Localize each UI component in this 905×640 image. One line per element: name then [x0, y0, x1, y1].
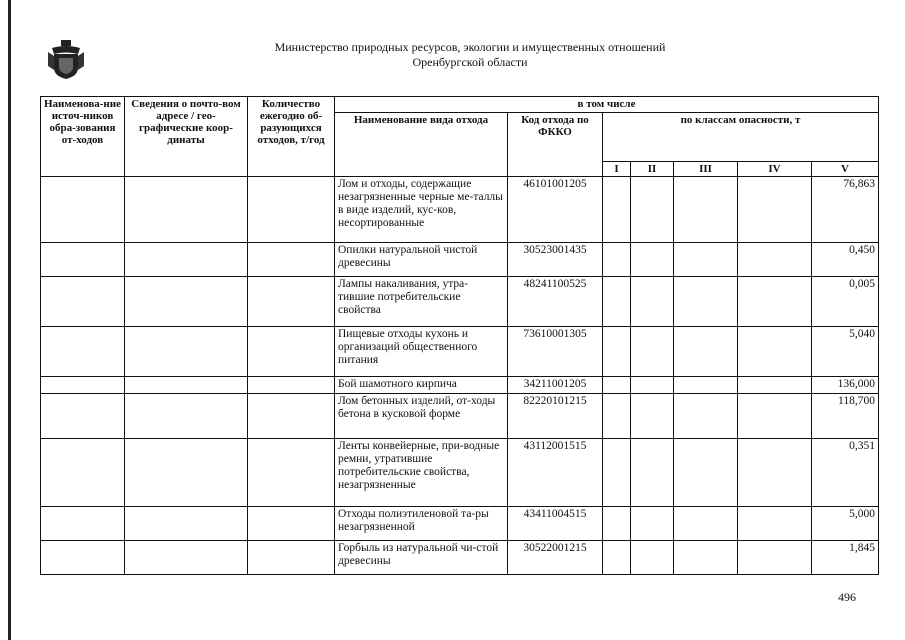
- col-fkko-code-header: Код отхода по ФККО: [508, 113, 603, 177]
- class-v-value: 0,005: [812, 277, 879, 327]
- table-row: [41, 394, 879, 439]
- table-row: [41, 327, 879, 377]
- class-v-value: 136,000: [812, 377, 879, 394]
- table-row: [41, 507, 879, 541]
- waste-name-cell: Отходы полиэтиленовой та-ры незагрязненной: [335, 507, 508, 541]
- col-including-header: в том числе: [335, 97, 879, 113]
- waste-name-cell: Бой шамотного кирпича: [335, 377, 508, 394]
- page-number: 496: [838, 590, 856, 604]
- fkko-code-cell: 30522001215: [508, 541, 603, 575]
- document-header: [190, 40, 750, 70]
- fkko-code-cell: 30523001435: [508, 243, 603, 277]
- class-v-value: 118,700: [812, 394, 879, 439]
- waste-name-cell: Ленты конвейерные, при-водные ремни, утратившие потребительские свойства, незагрязненные: [335, 439, 508, 507]
- fkko-code-cell: 82220101215: [508, 394, 603, 439]
- col-class-header: V: [812, 162, 879, 177]
- fkko-code-cell: 48241100525: [508, 277, 603, 327]
- col-by-class-header: по классам опасности, т: [603, 113, 879, 162]
- table-row: [41, 277, 879, 327]
- waste-name-cell: Пищевые отходы кухонь и организаций общественного питания: [335, 327, 508, 377]
- col-source-header: Наименова-ние источ-ников обра-зования от-ходов: [41, 97, 125, 177]
- fkko-code-cell: 43112001515: [508, 439, 603, 507]
- waste-name-cell: Лом бетонных изделий, от-ходы бетона в кусковой форме: [335, 394, 508, 439]
- coat-of-arms-icon: [48, 40, 84, 80]
- col-class-header: III: [674, 162, 738, 177]
- waste-name-cell: Лампы накаливания, утра-тившие потребительские свойства: [335, 277, 508, 327]
- table-row: [41, 541, 879, 575]
- header-ministry: Министерство природных ресурсов, экологии и имущественных отношений: [274, 40, 666, 54]
- table-row: [41, 177, 879, 243]
- waste-name-cell: Опилки натуральной чистой древесины: [335, 243, 508, 277]
- col-address-header: Сведения о почто-вом адресе / гео-графические коор-динаты: [125, 97, 248, 177]
- col-quantity-header: Количество ежегодно об-разующихся отходов, т/год: [248, 97, 335, 177]
- scan-left-edge: [8, 0, 11, 640]
- class-v-value: 76,863: [812, 177, 879, 243]
- fkko-code-cell: 43411004515: [508, 507, 603, 541]
- table-row: [41, 243, 879, 277]
- table-row: [41, 439, 879, 507]
- col-waste-name-header: Наименование вида отхода: [335, 113, 508, 177]
- fkko-code-cell: 34211001205: [508, 377, 603, 394]
- class-v-value: 1,845: [812, 541, 879, 575]
- class-v-value: 0,450: [812, 243, 879, 277]
- waste-registry-table: [40, 96, 879, 575]
- fkko-code-cell: 46101001205: [508, 177, 603, 243]
- class-v-value: 5,040: [812, 327, 879, 377]
- col-class-header: I: [603, 162, 631, 177]
- col-class-header: II: [631, 162, 674, 177]
- header-region: Оренбургской области: [412, 55, 528, 69]
- waste-name-cell: Лом и отходы, содержащие незагрязненные черные ме-таллы в виде изделий, кус-ков, несортированные: [335, 177, 508, 243]
- class-v-value: 0,351: [812, 439, 879, 507]
- table-row: [41, 377, 879, 394]
- col-class-header: IV: [738, 162, 812, 177]
- fkko-code-cell: 73610001305: [508, 327, 603, 377]
- waste-name-cell: Горбыль из натуральной чи-стой древесины: [335, 541, 508, 575]
- class-v-value: 5,000: [812, 507, 879, 541]
